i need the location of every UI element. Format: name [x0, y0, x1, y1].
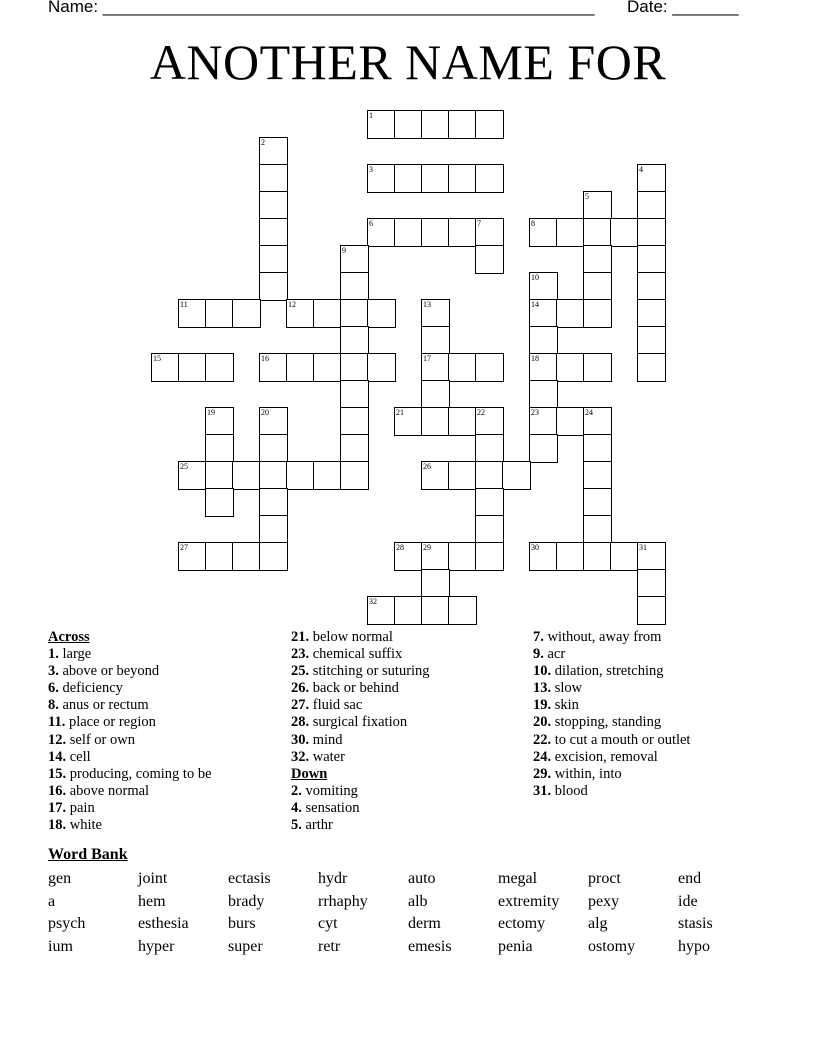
grid-cell[interactable] [448, 218, 477, 247]
word-bank-item: rrhaphy [318, 892, 368, 910]
clue [291, 714, 430, 731]
down-heading: Down [291, 765, 328, 782]
clue-number: 13. [533, 680, 552, 697]
grid-cell[interactable] [340, 434, 369, 463]
clue [533, 783, 690, 800]
clue-number: 10 [531, 273, 539, 282]
clue-text: arthr [305, 817, 333, 834]
clue-number: 14 [531, 300, 539, 309]
clue-text: sensation [305, 799, 360, 816]
grid-cell[interactable] [529, 218, 558, 247]
grid-cell[interactable] [313, 353, 342, 382]
grid-cell[interactable] [340, 461, 369, 490]
grid-cell[interactable] [475, 461, 504, 490]
clue-number: 7. [533, 629, 544, 645]
grid-cell[interactable] [259, 272, 288, 301]
grid-cell[interactable] [151, 353, 180, 382]
clue-number: 22 [477, 408, 485, 417]
grid-cell[interactable] [205, 488, 234, 517]
grid-cell[interactable] [205, 407, 234, 436]
clue-text: back or behind [312, 680, 399, 697]
word-bank-item: super [228, 938, 263, 956]
grid-cell[interactable] [583, 434, 612, 463]
grid-cell[interactable] [259, 407, 288, 436]
grid-cell[interactable] [583, 299, 612, 328]
grid-cell[interactable] [475, 353, 504, 382]
clue-text: without, away from [547, 629, 662, 645]
grid-cell[interactable] [529, 272, 558, 301]
word-bank-item: derm [408, 915, 441, 933]
clue-number: 5 [585, 192, 589, 201]
grid-cell[interactable] [421, 110, 450, 139]
clue [533, 629, 690, 646]
word-bank-item: stasis [678, 915, 713, 933]
grid-cell[interactable] [421, 164, 450, 193]
clue-text: chemical suffix [312, 646, 403, 663]
grid-cell[interactable] [259, 164, 288, 193]
clue-number: 31. [533, 782, 552, 799]
clue-text: acr [547, 646, 566, 663]
clue-number: 18. [48, 817, 67, 834]
grid-cell[interactable] [529, 434, 558, 463]
grid-cell[interactable] [529, 542, 558, 571]
grid-cell[interactable] [340, 407, 369, 436]
clue-number: 28. [291, 714, 310, 731]
grid-cell[interactable] [421, 299, 450, 328]
clues-column-2 [291, 629, 430, 834]
clue-text: within, into [554, 765, 622, 782]
clue-number: 9. [533, 646, 544, 663]
clue-number: 11 [180, 300, 188, 309]
grid-cell[interactable] [205, 299, 234, 328]
grid-cell[interactable] [556, 299, 585, 328]
word-bank-item: brady [228, 892, 265, 910]
grid-cell[interactable] [448, 110, 477, 139]
grid-cell[interactable] [637, 299, 666, 328]
clue-number: 2 [261, 138, 265, 147]
grid-cell[interactable] [583, 272, 612, 301]
grid-cell[interactable] [286, 299, 315, 328]
grid-cell[interactable] [475, 245, 504, 274]
grid-cell[interactable] [178, 299, 207, 328]
word-bank-item: gen [48, 870, 72, 887]
clue-number: 29 [423, 543, 431, 552]
grid-cell[interactable] [475, 542, 504, 571]
grid-cell[interactable] [421, 407, 450, 436]
clue-number: 4 [639, 165, 643, 174]
clues-column-3 [533, 629, 690, 800]
clue [48, 783, 212, 800]
word-bank-item: psych [48, 915, 86, 933]
word-bank-item: ectomy [498, 915, 546, 933]
clue-number: 17. [48, 799, 67, 816]
clue-number: 19 [207, 408, 215, 417]
grid-cell[interactable] [367, 596, 396, 625]
clue [533, 766, 690, 783]
grid-cell[interactable] [340, 353, 369, 382]
grid-cell[interactable] [394, 542, 423, 571]
clue-number: 28 [396, 543, 404, 552]
grid-cell[interactable] [583, 191, 612, 220]
clue-text: large [62, 646, 92, 663]
clue-number: 23. [291, 646, 310, 663]
clue [533, 646, 690, 663]
grid-cell[interactable] [610, 542, 639, 571]
grid-cell[interactable] [583, 542, 612, 571]
grid-cell[interactable] [475, 218, 504, 247]
word-bank-item: megal [498, 870, 538, 887]
grid-cell[interactable] [448, 164, 477, 193]
clue-number: 27. [291, 697, 310, 714]
clue-text: mind [312, 731, 343, 748]
clue-number: 22. [533, 731, 552, 748]
grid-cell[interactable] [367, 110, 396, 139]
clue-number: 24 [585, 408, 593, 417]
clue-text: anus or rectum [62, 697, 149, 714]
clue-text: fluid sac [312, 697, 363, 714]
grid-cell[interactable] [313, 299, 342, 328]
clue-text: to cut a mouth or outlet [554, 731, 691, 748]
clue [291, 697, 430, 714]
grid-cell[interactable] [475, 110, 504, 139]
clue-number: 32 [369, 597, 377, 606]
grid-cell[interactable] [556, 353, 585, 382]
clue-number: 1 [369, 111, 373, 120]
grid-cell[interactable] [340, 272, 369, 301]
clue-number: 30 [531, 543, 539, 552]
word-bank-item: ostomy [588, 938, 636, 956]
clue [48, 680, 212, 697]
clue [533, 749, 690, 766]
word-bank-item: hypo [678, 938, 710, 956]
grid-cell[interactable] [448, 407, 477, 436]
clue-text: stitching or suturing [312, 663, 430, 680]
grid-cell[interactable] [259, 137, 288, 166]
grid-cell[interactable] [232, 461, 261, 490]
grid-cell[interactable] [637, 542, 666, 571]
across-clues-list [48, 646, 212, 834]
clues-column-1 [48, 629, 212, 834]
grid-cell[interactable] [529, 380, 558, 409]
grid-cell[interactable] [502, 461, 531, 490]
grid-cell[interactable] [259, 353, 288, 382]
word-bank-item: esthesia [138, 915, 189, 933]
grid-cell[interactable] [205, 434, 234, 463]
clue [533, 697, 690, 714]
word-bank-item: proct [588, 870, 621, 887]
clue-number: 9 [342, 246, 346, 255]
word-bank-item: a [48, 892, 56, 910]
word-bank-item: end [678, 870, 702, 887]
grid-cell[interactable] [610, 218, 639, 247]
grid-cell[interactable] [448, 542, 477, 571]
clue-number: 8 [531, 219, 535, 228]
grid-cell[interactable] [259, 488, 288, 517]
grid-cell[interactable] [205, 461, 234, 490]
clue-text: vomiting [305, 782, 358, 799]
grid-cell[interactable] [475, 488, 504, 517]
grid-cell[interactable] [583, 407, 612, 436]
clue [48, 697, 212, 714]
clue-text: slow [554, 680, 583, 697]
clue [291, 680, 430, 697]
word-bank-item: emesis [408, 938, 452, 956]
clue-text: cell [69, 748, 91, 765]
clue-number: 26 [423, 462, 431, 471]
word-bank-item: auto [408, 870, 436, 887]
grid-cell[interactable] [637, 326, 666, 355]
clue [533, 732, 690, 749]
grid-cell[interactable] [232, 542, 261, 571]
clue-number: 15 [153, 354, 161, 363]
grid-cell[interactable] [340, 326, 369, 355]
clue-text: self or own [69, 731, 135, 748]
grid-cell[interactable] [583, 515, 612, 544]
grid-cell[interactable] [421, 596, 450, 625]
word-bank-item: hem [138, 892, 166, 910]
grid-cell[interactable] [259, 218, 288, 247]
clue-number: 31 [639, 543, 647, 552]
word-bank-item: alg [588, 915, 608, 933]
clue-number: 20 [261, 408, 269, 417]
grid-cell[interactable] [178, 461, 207, 490]
clue-number: 3 [369, 165, 373, 174]
word-bank-item: ide [678, 892, 698, 910]
clue-number: 18 [531, 354, 539, 363]
clue-text: below normal [312, 629, 393, 645]
grid-cell[interactable] [448, 596, 477, 625]
word-bank-item: burs [228, 915, 256, 933]
clue-text: above normal [69, 782, 150, 799]
grid-cell[interactable] [232, 299, 261, 328]
word-bank-item: pexy [588, 892, 620, 910]
clue-number: 2. [291, 782, 302, 799]
clue-number: 21 [396, 408, 404, 417]
clue-number: 3. [48, 663, 59, 680]
grid-cell[interactable] [259, 461, 288, 490]
word-bank-item: hyper [138, 938, 175, 956]
clue-text: excision, removal [554, 748, 658, 765]
clue-number: 19. [533, 697, 552, 714]
grid-cell[interactable] [421, 380, 450, 409]
grid-cell[interactable] [529, 407, 558, 436]
grid-cell[interactable] [367, 299, 396, 328]
clue-number: 13 [423, 300, 431, 309]
grid-cell[interactable] [313, 461, 342, 490]
clue-text: blood [554, 782, 588, 799]
clue-number: 27 [180, 543, 188, 552]
clue [48, 714, 212, 731]
down-clues-list [533, 629, 690, 800]
grid-cell[interactable] [475, 164, 504, 193]
clue [48, 800, 212, 817]
grid-cell[interactable] [475, 515, 504, 544]
grid-cell[interactable] [529, 353, 558, 382]
clue-number: 12 [288, 300, 296, 309]
clue-text: surgical fixation [312, 714, 408, 731]
grid-cell[interactable] [637, 218, 666, 247]
grid-cell[interactable] [421, 569, 450, 598]
clue-number: 17 [423, 354, 431, 363]
clue [291, 732, 430, 749]
grid-cell[interactable] [259, 542, 288, 571]
grid-cell[interactable] [367, 164, 396, 193]
clue-text: pain [69, 799, 95, 816]
grid-cell[interactable] [556, 218, 585, 247]
word-bank-item: ectasis [228, 870, 271, 887]
grid-cell[interactable] [583, 353, 612, 382]
clue [291, 663, 430, 680]
clue-number: 26. [291, 680, 310, 697]
word-bank-item: alb [408, 892, 428, 910]
grid-cell[interactable] [205, 542, 234, 571]
grid-cell[interactable] [421, 542, 450, 571]
clue [291, 817, 430, 834]
clue-text: skin [554, 697, 579, 714]
clue-number: 14. [48, 748, 67, 765]
grid-cell[interactable] [529, 299, 558, 328]
grid-cell[interactable] [394, 164, 423, 193]
clue-number: 8. [48, 697, 59, 714]
word-bank-item: extremity [498, 892, 560, 910]
clue-number: 7 [477, 219, 481, 228]
grid-cell[interactable] [475, 407, 504, 436]
grid-cell[interactable] [178, 353, 207, 382]
page-title: ANOTHER NAME FOR [149, 34, 667, 90]
grid-cell[interactable] [448, 461, 477, 490]
grid-cell[interactable] [421, 353, 450, 382]
grid-cell[interactable] [421, 326, 450, 355]
clue [533, 714, 690, 731]
grid-cell[interactable] [259, 191, 288, 220]
grid-cell[interactable] [259, 515, 288, 544]
grid-cell[interactable] [205, 353, 234, 382]
grid-cell[interactable] [394, 407, 423, 436]
grid-cell[interactable] [637, 272, 666, 301]
clue-number: 16 [261, 354, 269, 363]
grid-cell[interactable] [367, 218, 396, 247]
clue-text: water [312, 748, 345, 765]
clue-number: 1. [48, 646, 59, 663]
word-bank-item: hydr [318, 870, 348, 887]
grid-cell[interactable] [421, 218, 450, 247]
clue-number: 24. [533, 748, 552, 765]
clue [533, 680, 690, 697]
grid-cell[interactable] [394, 596, 423, 625]
clue-text: producing, coming to be [69, 765, 212, 782]
grid-cell[interactable] [367, 353, 396, 382]
grid-cell[interactable] [340, 380, 369, 409]
clue-number: 23 [531, 408, 539, 417]
clue [48, 646, 212, 663]
clue-text: stopping, standing [554, 714, 662, 731]
clue-text: white [69, 817, 102, 834]
date-field[interactable]: Date: _______ [627, 0, 739, 16]
word-bank-item: cyt [318, 915, 338, 933]
grid-cell[interactable] [340, 245, 369, 274]
word-bank-heading: Word Bank [48, 846, 128, 863]
word-bank-item: joint [138, 870, 168, 887]
grid-cell[interactable] [259, 245, 288, 274]
grid-cell[interactable] [448, 353, 477, 382]
clue-number: 20. [533, 714, 552, 731]
clues-list-2 [291, 629, 430, 834]
grid-cell[interactable] [286, 353, 315, 382]
grid-cell[interactable] [637, 191, 666, 220]
clue [291, 800, 430, 817]
clue [48, 817, 212, 834]
word-bank-item: penia [498, 938, 533, 956]
grid-cell[interactable] [637, 245, 666, 274]
clue-number: 25 [180, 462, 188, 471]
clue [291, 629, 430, 646]
clue-number: 16. [48, 782, 67, 799]
clue [48, 663, 212, 680]
clue-text: place or region [68, 714, 156, 731]
grid-cell[interactable] [583, 218, 612, 247]
grid-cell[interactable] [286, 461, 315, 490]
clue [533, 663, 690, 680]
clue-number: 11. [48, 714, 66, 731]
clue-number: 30. [291, 731, 310, 748]
clue [291, 646, 430, 663]
clue-number: 5. [291, 817, 302, 834]
grid-cell[interactable] [421, 461, 450, 490]
clue-number: 12. [48, 731, 67, 748]
grid-cell[interactable] [583, 488, 612, 517]
grid-cell[interactable] [583, 245, 612, 274]
clue-number: 10. [533, 663, 552, 680]
grid-cell[interactable] [583, 461, 612, 490]
clue-text: deficiency [62, 680, 123, 697]
clue-number: 15. [48, 765, 67, 782]
clue [291, 783, 430, 800]
grid-cell[interactable] [340, 299, 369, 328]
clue-number: 25. [291, 663, 310, 680]
grid-cell[interactable] [556, 542, 585, 571]
grid-cell[interactable] [259, 434, 288, 463]
name-field[interactable]: Name: ____________________________________________________ [48, 0, 595, 16]
grid-cell[interactable] [178, 542, 207, 571]
grid-cell[interactable] [529, 326, 558, 355]
clue-text: dilation, stretching [554, 663, 664, 680]
grid-cell[interactable] [394, 110, 423, 139]
clue-number: 29. [533, 765, 552, 782]
grid-cell[interactable] [637, 164, 666, 193]
clue-number: 4. [291, 799, 302, 816]
grid-cell[interactable] [394, 218, 423, 247]
clue-number: 21. [291, 629, 310, 645]
grid-cell[interactable] [637, 569, 666, 598]
clue-number: 6. [48, 680, 59, 697]
clue [48, 732, 212, 749]
across-heading: Across [48, 629, 90, 645]
grid-cell[interactable] [556, 407, 585, 436]
grid-cell[interactable] [475, 434, 504, 463]
clue [48, 749, 212, 766]
clue-number: 32. [291, 748, 310, 765]
clue [291, 749, 430, 766]
grid-cell[interactable] [637, 353, 666, 382]
clue-text: above or beyond [62, 663, 160, 680]
clue [48, 766, 212, 783]
word-bank-item: retr [318, 938, 341, 956]
clue-number: 6 [369, 219, 373, 228]
grid-cell[interactable] [637, 596, 666, 625]
word-bank-item: ium [48, 938, 73, 956]
